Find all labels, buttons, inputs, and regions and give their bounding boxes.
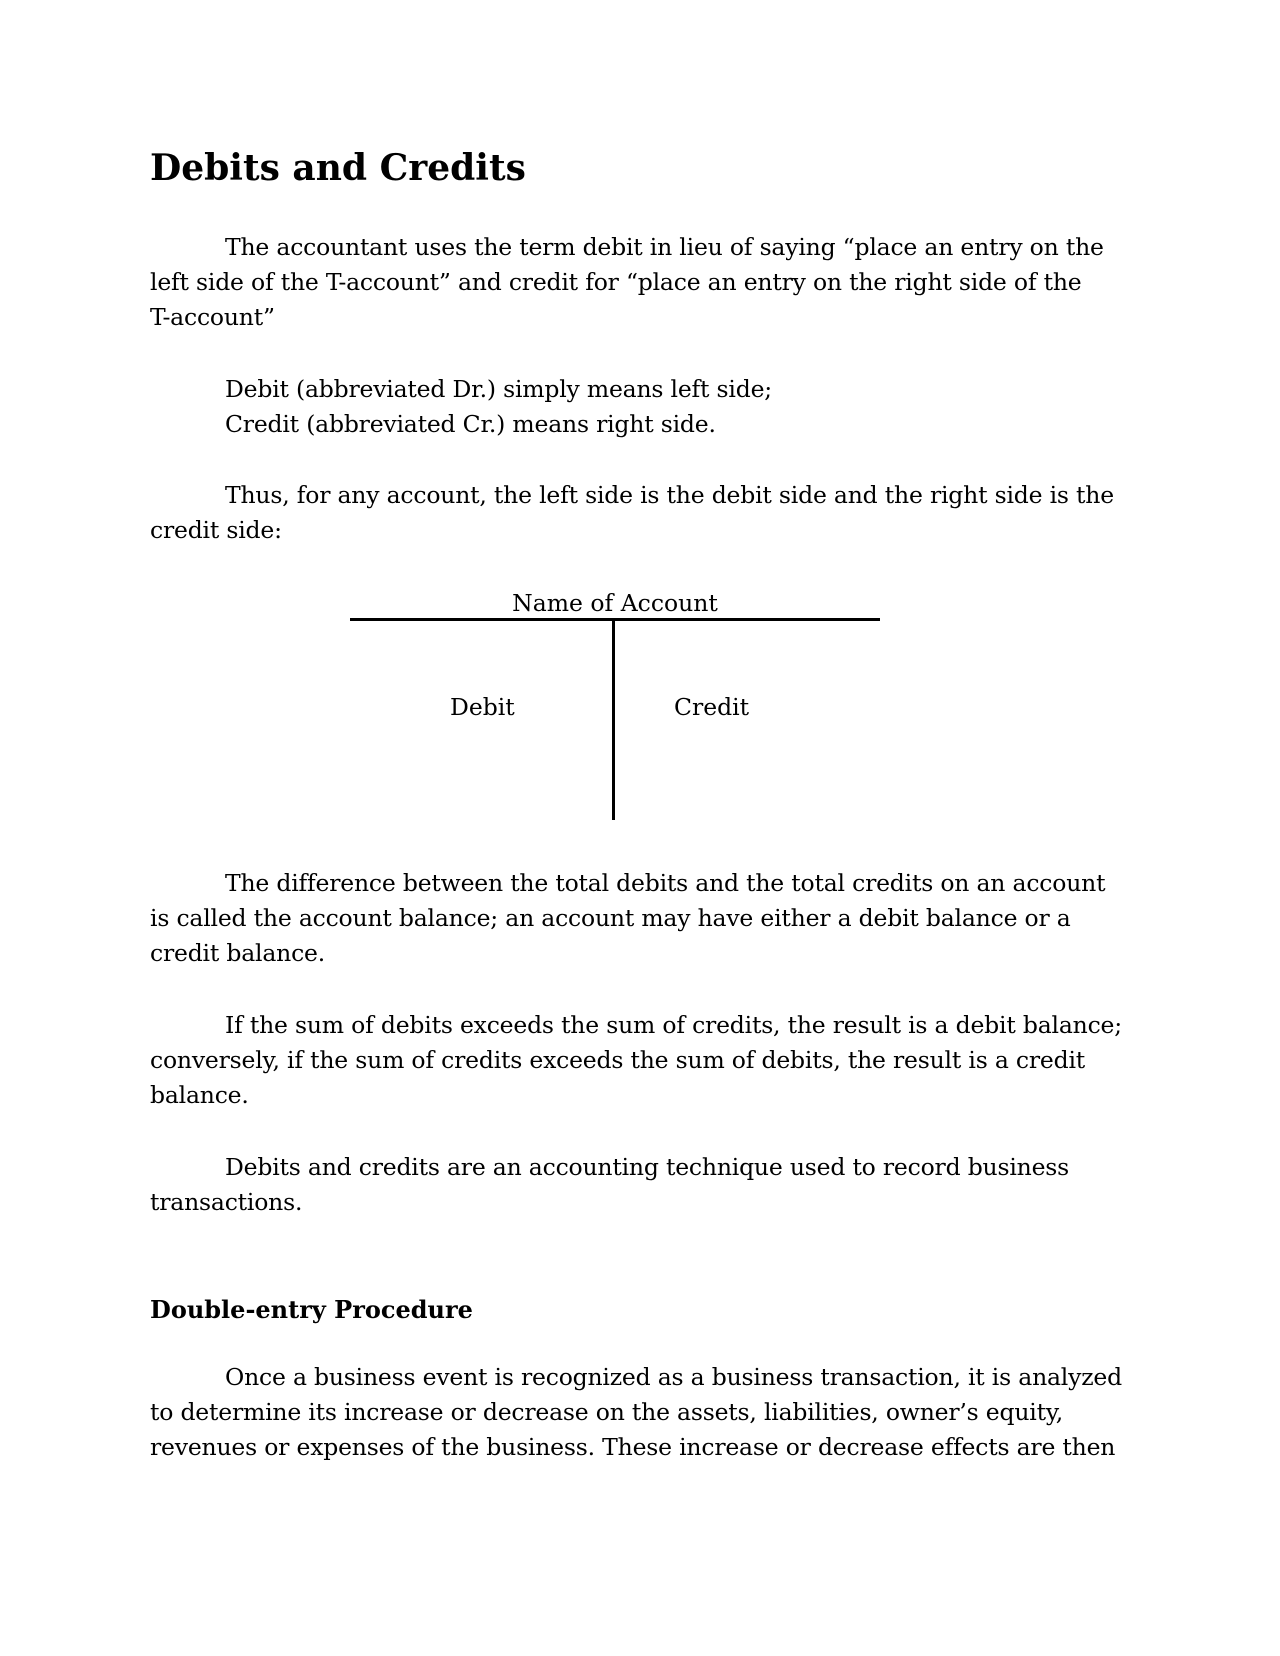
procedure-paragraph [150,1360,1130,1465]
exceeds-line: If the sum of debits exceeds the sum of credits, the result is a debit balance; [225,1011,1122,1039]
t-account-diagram [350,586,880,826]
thus-paragraph [150,478,1130,548]
t-account-credit-label: Credit [674,693,750,721]
balance-line: credit balance. [150,939,326,967]
intro-line: left side of the T-account” and credit for “place an entry on the right side of the [150,268,1082,296]
page-title: Debits and Credits [150,147,526,189]
credit-definition: Credit (abbreviated Cr.) means right side. [225,410,716,438]
exceeds-line: conversely, if the sum of credits exceeds the sum of debits, the result is a credit [150,1046,1086,1074]
exceeds-paragraph [150,1008,1130,1113]
intro-line: The accountant uses the term debit in lieu of saying “place an entry on the [225,233,1104,261]
balance-line: The difference between the total debits and the total credits on an account [225,869,1106,897]
t-account-top-rule [350,618,880,621]
procedure-line: revenues or expenses of the business. These increase or decrease effects are then [150,1433,1116,1461]
technique-paragraph [150,1150,1130,1220]
balance-line: is called the account balance; an account may have either a debit balance or a [150,904,1071,932]
technique-line: transactions. [150,1188,303,1216]
t-account-name: Name of Account [512,589,718,617]
section-heading: Double-entry Procedure [150,1295,473,1324]
t-account-debit-label: Debit [450,693,515,721]
intro-line: T-account” [150,303,275,331]
definition-list [225,372,772,442]
procedure-line: to determine its increase or decrease on the assets, liabilities, owner’s equity, [150,1398,1064,1426]
thus-line: credit side: [150,516,282,544]
t-account-center-rule [612,620,615,820]
debit-definition: Debit (abbreviated Dr.) simply means left side; [225,375,773,403]
balance-paragraph [150,866,1130,971]
procedure-line: Once a business event is recognized as a business transaction, it is analyzed [225,1363,1122,1391]
intro-paragraph [150,230,1130,335]
technique-line: Debits and credits are an accounting technique used to record business [225,1153,1070,1181]
thus-line: Thus, for any account, the left side is the debit side and the right side is the [225,481,1114,509]
exceeds-line: balance. [150,1081,249,1109]
